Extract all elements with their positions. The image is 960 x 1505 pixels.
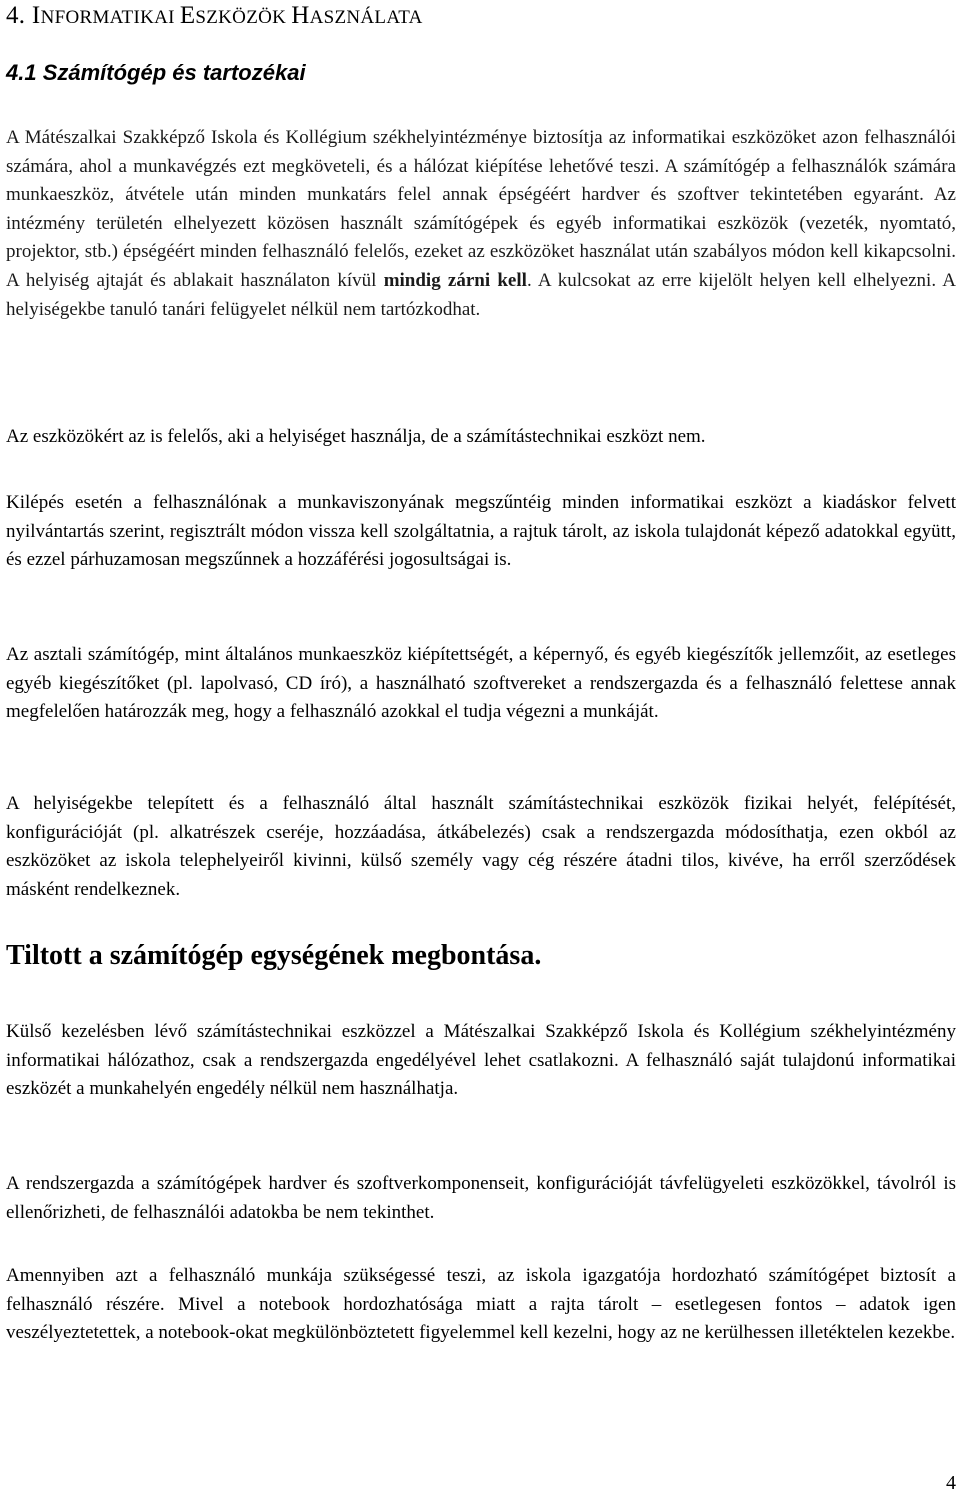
paragraph-6: Külső kezelésben lévő számítástechnikai eszközzel a Mátészalkai Szakképző Iskola és Kollégium székhelyintézmény informatikai hálózathoz, csak a rendszergazda engedélyével lehet csatlakozni. A felhasználó saját tulajdonú informatikai eszközét a munkahelyén engedély nélkül nem használhatja. — [6, 1021, 956, 1100]
paragraph-1-emphasis: mindig zárni kell — [383, 269, 527, 291]
paragraph-4: Az asztali számítógép, mint általános munkaeszköz kiépítettségét, a képernyő, és egyéb kiegészítők jellemzőit, az esetleges egyéb kiegészítőket (pl. lapolvasó, CD író), a használható szoftvereket a rendszergazda és a felhasználó felettese annak megfelelően határozzák meg, hogy a felhasználó azokkal el tudja végezni a munkáját. — [6, 644, 956, 723]
heading-smallcaps: NFORMATIKAI — [40, 7, 180, 28]
section-heading: 4.1 Számítógép és tartozékai — [6, 60, 306, 85]
paragraph-5: A helyiségekbe telepített és a felhasználó által használt számítástechnikai eszközök fizikai helyét, felépítését, konfigurációját (pl. alkatrészek cseréje, hozzáadása, átkábelezés) csak a rendszergazda módosíthatja, ezen okból az eszközöket az iskola telephelyeiről kivinni, külső személy vagy cég részére átadni tilos, kivéve, ha erről szerződések másként rendelkeznek. — [6, 793, 956, 900]
paragraph-3: Kilépés esetén a felhasználónak a munkaviszonyának megszűntéig minden informatikai eszközt a kiadáskor felvett nyilvántartás szerint, regisztrált módon vissza kell szolgáltatnia, a rajtuk tárolt, az iskola tulajdonát képező adatokkal együtt, és ezzel párhuzamosan megszűnnek a hozzáférési jogosultságai is. — [6, 492, 956, 571]
paragraph-1-text: A Mátészalkai Szakképző Iskola és Kollégium székhelyintézménye biztosítja az informatikai eszközöket azon felhasználói számára, ahol a munkavégzés ezt megköveteli, és a hálózat kiépítése lehetővé teszi. A számítógép a felhasználók számára munkaeszköz, átvétele után minden munkatárs felel annak épségéért hardver és szoftver tekintetében egyaránt. Az intézmény területén elhelyezett közösen használt számítógépek és egyéb informatikai eszközök (vezeték, nyomtató, projektor, stb.) épségéért minden felhasználó felelős, ezeket az eszközöket használat után szabályos módon kell kikapcsolni. A helyiség ajtaját és ablakait használaton kívül — [6, 127, 956, 291]
paragraph-7: A rendszergazda a számítógépek hardver és szoftverkomponenseit, konfigurációját távfelügyeleti eszközökkel, távolról is ellenőrizheti, de felhasználói adatokba be nem tekinthet. — [6, 1173, 956, 1223]
heading-number: 4. — [6, 2, 26, 29]
prohibition-notice: Tiltott a számítógép egységének megbontása. — [6, 940, 542, 971]
page-number: 4 — [946, 1472, 956, 1494]
heading-smallcaps: ASZNÁLATA — [309, 7, 423, 28]
heading-cap: E — [179, 2, 196, 29]
paragraph-1 — [6, 124, 956, 324]
chapter-heading — [6, 2, 423, 30]
heading-cap: I — [31, 2, 41, 29]
heading-smallcaps: SZKÖZÖK — [195, 7, 292, 28]
paragraph-8: Amennyiben azt a felhasználó munkája szükségessé teszi, az iskola igazgatója hordozható számítógépet biztosít a felhasználó részére. Mivel a notebook hordozhatósága miatt a rajta tárolt – esetlegesen fontos – adatok igen veszélyeztetettek, a notebook-okat megkülönböztetett figyelemmel kell kezelni, hogy az ne kerülhessen illetéktelen kezekbe. — [6, 1265, 956, 1344]
paragraph-2: Az eszközökért az is felelős, aki a helyiséget használja, de a számítástechnikai eszközt nem. — [6, 426, 706, 447]
heading-cap: H — [291, 2, 310, 29]
paragraph-1-text-end: . A kulcsokat az erre kijelölt helyen kell elhelyezni. A helyiségekbe tanuló tanári felügyelet nélkül nem tartózkodhat. — [6, 269, 956, 320]
